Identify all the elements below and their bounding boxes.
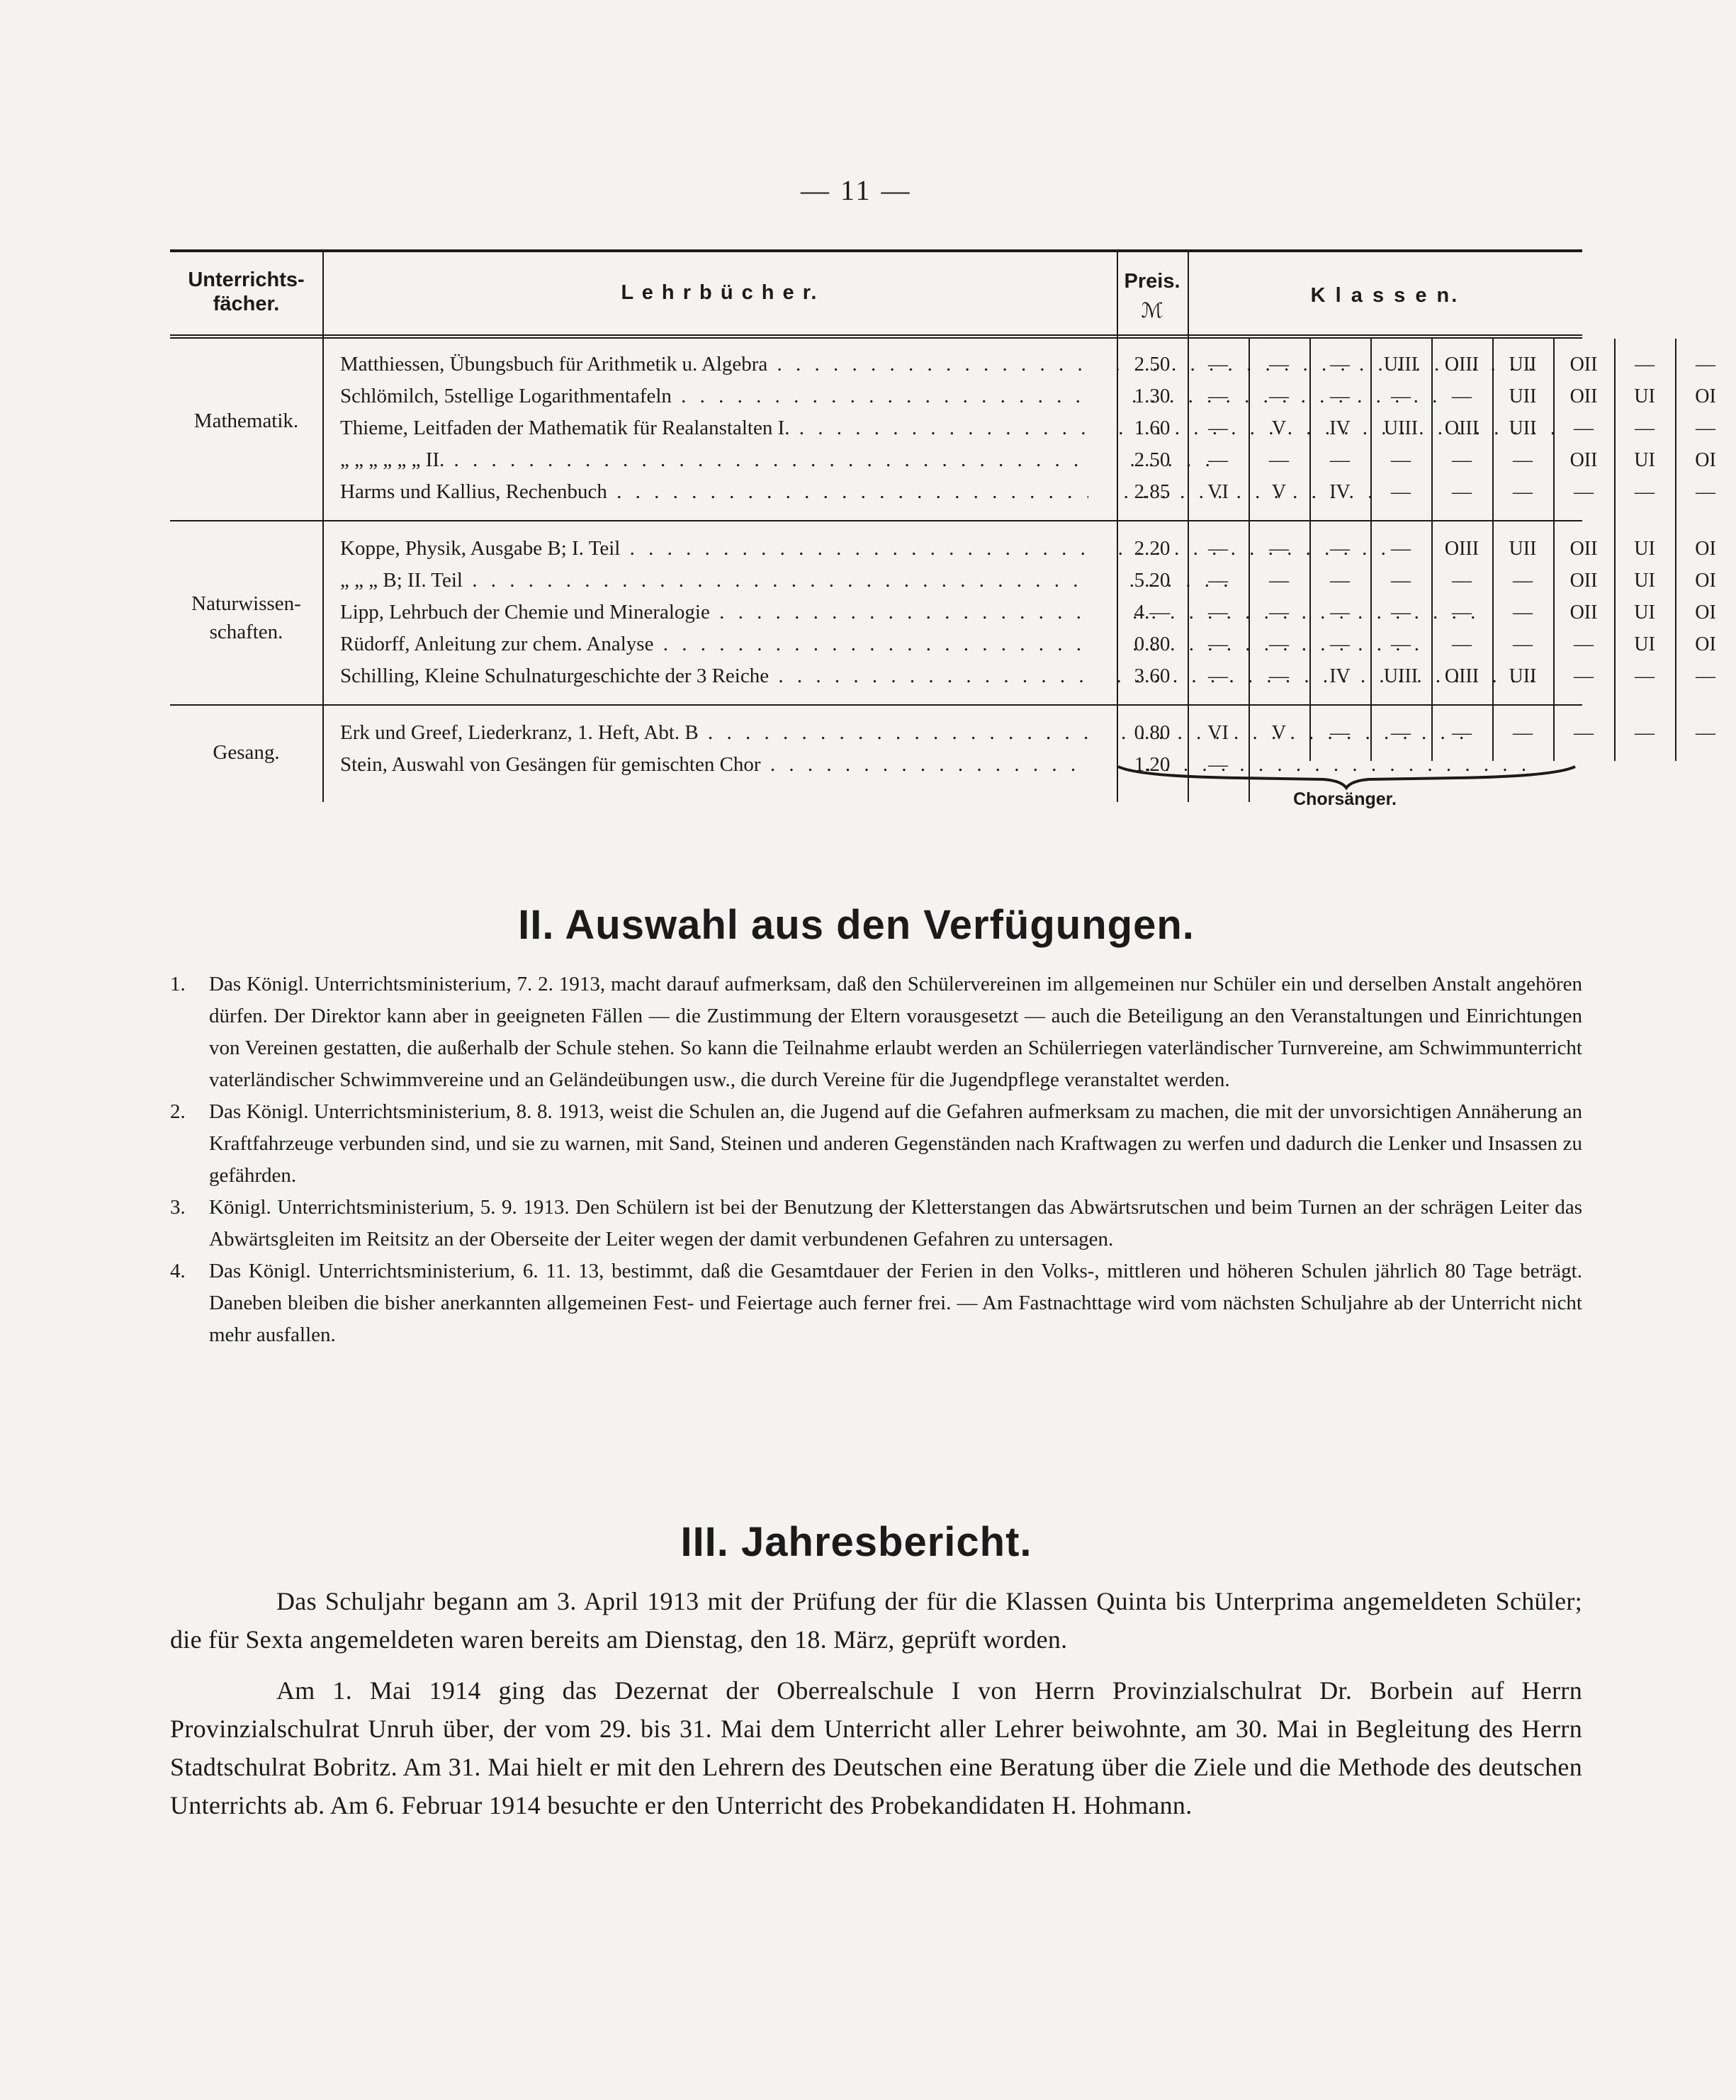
class-cell: UI <box>1634 633 1655 655</box>
class-cell: OII <box>1569 538 1598 560</box>
class-cell: — <box>1330 354 1350 376</box>
leader-mask <box>1088 412 1117 444</box>
class-cell: UIII <box>1383 665 1419 687</box>
book-title: Matthiessen, Übungsbuch für Arithmetik u. Algebra . . . <box>340 349 1091 380</box>
book-title: Erk und Greef, Liederkranz, 1. Heft, Abt. B . . . <box>340 717 1091 749</box>
class-cell: — <box>1635 722 1655 744</box>
class-cell: — <box>1391 633 1411 655</box>
class-cell: — <box>1391 481 1411 503</box>
report-paragraph-2: Am 1. Mai 1914 ging das Dezernat der Oberrealschule I von Herrn Provinzialschulrat Dr. Borbein auf Herrn Provinzialschulrat Unruh über, der vom 29. bis 31. Mai dem Unterricht aller Lehrer beiwohnte, am 30. Mai in Begleitung des Herrn Stadtschulrat Bobritz. Am 31. Mai hielt er mit den Lehrern des Deutschen eine Beratung über die Ziele und die Methode des deutschen Unterrichts ab. Am 6. Februar 1914 besuchte er den Unterricht des Probekandidaten H. Hohmann. <box>170 1676 1582 1819</box>
leader-mask <box>1088 628 1117 660</box>
book-price: 1.20 <box>1134 753 1171 776</box>
choir-note: Chorsänger. <box>1293 789 1397 809</box>
class-cell: OI <box>1695 385 1716 407</box>
class-cell: IV <box>1329 481 1351 503</box>
class-cell: — <box>1452 570 1472 592</box>
table-row <box>170 444 1716 476</box>
class-cell: OII <box>1569 602 1598 623</box>
class-cell: — <box>1452 385 1472 407</box>
book-price: 2.50 <box>1134 448 1171 471</box>
table-top-rule <box>170 249 1582 252</box>
decree-item <box>170 969 1582 1096</box>
class-cell: VI <box>1207 722 1229 744</box>
report-paragraph-1: Das Schuljahr begann am 3. April 1913 mit der Prüfung der für die Klassen Quinta bis Unterprima angemeldeten Schüler; die für Sexta angemeldeten waren bereits am Dienstag, den 18. März, geprüft worden. <box>170 1587 1582 1654</box>
book-title: „ „ „ „ „ „ II. . . . <box>340 444 1091 476</box>
leader-mask <box>1088 444 1117 476</box>
class-cell: UI <box>1634 602 1655 623</box>
book-title: Stein, Auswahl von Gesängen für gemischten Chor . . . <box>340 749 1091 781</box>
class-cell: — <box>1269 602 1289 623</box>
header-classes: K l a s s e n. <box>1310 284 1460 307</box>
class-cell: — <box>1696 722 1715 744</box>
book-price: 0.80 <box>1134 721 1171 744</box>
decree-number: 2. <box>170 1100 186 1123</box>
decree-item <box>170 1255 1582 1351</box>
class-cell: — <box>1574 417 1594 439</box>
class-cell: — <box>1269 538 1289 560</box>
class-cell: — <box>1574 481 1594 503</box>
decree-number: 3. <box>170 1196 186 1219</box>
class-cell: UII <box>1509 538 1537 560</box>
class-cell: — <box>1452 449 1472 471</box>
class-cell: — <box>1208 354 1228 376</box>
class-cell: — <box>1452 633 1472 655</box>
class-cell: — <box>1635 417 1655 439</box>
subject-gesang: Gesang. <box>213 741 280 764</box>
decree-item <box>170 1096 1582 1192</box>
book-price: 0.80 <box>1134 633 1171 655</box>
subject-mathematik: Mathematik. <box>193 410 299 432</box>
class-cell: — <box>1208 570 1228 592</box>
table-row <box>170 380 1716 412</box>
class-cell: UII <box>1509 354 1537 376</box>
class-cell: — <box>1391 538 1411 560</box>
decree-number: 1. <box>170 973 186 995</box>
class-cell: V <box>1271 722 1287 744</box>
class-cell: — <box>1208 754 1228 776</box>
class-cell: UIII <box>1383 417 1419 439</box>
class-cell: — <box>1391 570 1411 592</box>
page-number: — 11 — <box>801 174 912 206</box>
leader-mask <box>1088 476 1117 508</box>
class-cell: — <box>1391 602 1411 623</box>
book-price: 4.— <box>1134 601 1171 623</box>
book-title: Rüdorff, Anleitung zur chem. Analyse . . . <box>340 628 1091 660</box>
book-price: 1.30 <box>1134 385 1171 407</box>
class-cell: — <box>1574 633 1594 655</box>
class-cell: — <box>1208 385 1228 407</box>
table-row <box>170 533 1716 565</box>
class-cell: — <box>1452 602 1472 623</box>
class-cell: OII <box>1569 385 1598 407</box>
class-cell: — <box>1269 633 1289 655</box>
leader-mask <box>1088 533 1117 565</box>
decree-text: Königl. Unterrichtsministerium, 5. 9. 1913. Den Schülern ist bei der Benutzung der Kletterstangen das Abwärtsrutschen und beim Turnen an der schrägen Leiter das Abwärtsgleiten im Reitsitz an der Oberseite der Leiter wegen der damit verbundenen Gefahren zu untersagen. <box>209 1196 1582 1251</box>
class-cell: — <box>1635 354 1655 376</box>
class-cell: — <box>1696 481 1715 503</box>
leader-mask <box>1088 380 1117 412</box>
class-cell: OI <box>1695 602 1716 623</box>
class-cell: OIII <box>1444 417 1479 439</box>
class-cell: — <box>1635 481 1655 503</box>
header-subjects: Unterrichts-fächer. <box>188 269 305 315</box>
book-price: 2.85 <box>1134 480 1171 503</box>
class-cell: — <box>1513 722 1533 744</box>
decree-list <box>170 969 1582 1351</box>
class-cell: V <box>1271 481 1287 503</box>
class-cell: — <box>1208 633 1228 655</box>
class-cell: — <box>1513 570 1533 592</box>
class-cell: — <box>1635 665 1655 687</box>
class-cell: OI <box>1695 449 1716 471</box>
class-cell: UI <box>1634 538 1655 560</box>
class-cell: UI <box>1634 449 1655 471</box>
class-cell: — <box>1513 481 1533 503</box>
leader-mask <box>1088 717 1117 749</box>
book-title: Thieme, Leitfaden der Mathematik für Realanstalten I. . . . <box>340 412 1091 444</box>
class-cell: OI <box>1695 538 1716 560</box>
class-cell: — <box>1208 602 1228 623</box>
book-price: 2.50 <box>1134 353 1171 376</box>
class-cell: — <box>1574 665 1594 687</box>
leader-mask <box>1088 565 1117 597</box>
book-title: Schlömilch, 5stellige Logarithmentafeln . . . <box>340 380 1091 412</box>
class-cell: IV <box>1329 665 1351 687</box>
class-cell: — <box>1208 665 1228 687</box>
book-price: 1.60 <box>1134 417 1171 439</box>
class-cell: OII <box>1569 570 1598 592</box>
class-cell: — <box>1513 633 1533 655</box>
book-title: Lipp, Lehrbuch der Chemie und Mineralogie . . . <box>340 597 1091 628</box>
table-row <box>170 717 1715 749</box>
annual-report <box>170 1582 1582 1837</box>
class-cell: — <box>1330 722 1350 744</box>
class-cell: UII <box>1509 385 1537 407</box>
class-cell: OIII <box>1444 354 1479 376</box>
class-cell: — <box>1330 538 1350 560</box>
class-cell: OI <box>1695 570 1716 592</box>
class-cell: — <box>1696 354 1715 376</box>
class-cell: IV <box>1329 417 1351 439</box>
header-price: Preis. <box>1124 270 1180 293</box>
class-cell: — <box>1391 449 1411 471</box>
table-row <box>170 349 1715 380</box>
class-cell: — <box>1391 385 1411 407</box>
class-cell: UII <box>1509 417 1537 439</box>
decree-item <box>170 1192 1582 1255</box>
leader-mask <box>1088 660 1117 692</box>
book-price: 3.60 <box>1134 665 1171 687</box>
book-title: Harms und Kallius, Rechenbuch . . . <box>340 476 1091 508</box>
book-price: 2.20 <box>1134 537 1171 560</box>
class-cell: OIII <box>1444 538 1479 560</box>
class-cell: V <box>1271 417 1287 439</box>
section3-title: III. Jahresbericht. <box>680 1519 1032 1565</box>
book-title: Koppe, Physik, Ausgabe B; I. Teil . . . <box>340 533 1091 565</box>
class-cell: — <box>1696 417 1715 439</box>
table-row <box>170 565 1716 597</box>
table-row <box>170 628 1716 660</box>
book-title: „ „ „ B; II. Teil . . . <box>340 565 1091 597</box>
leader-mask <box>1088 349 1117 380</box>
subject-naturwissenschaften-text: Naturwissen- schaften. <box>191 592 301 643</box>
choir-brace <box>1111 761 1582 789</box>
class-cell: UI <box>1634 385 1655 407</box>
class-cell: UII <box>1509 665 1537 687</box>
class-cell: — <box>1696 665 1715 687</box>
class-cell: — <box>1208 417 1228 439</box>
class-cell: — <box>1330 385 1350 407</box>
class-cell: OI <box>1695 633 1716 655</box>
class-cell: — <box>1330 602 1350 623</box>
section2-title: II. Auswahl aus den Verfügungen. <box>518 902 1195 948</box>
class-cell: — <box>1269 449 1289 471</box>
class-cell: — <box>1208 449 1228 471</box>
class-cell: — <box>1330 570 1350 592</box>
class-cell: OII <box>1569 449 1598 471</box>
decree-number: 4. <box>170 1260 186 1282</box>
table-row <box>170 412 1715 444</box>
header-rule <box>170 334 1582 336</box>
table-row <box>170 660 1715 692</box>
class-cell: — <box>1269 385 1289 407</box>
class-cell: — <box>1269 570 1289 592</box>
book-title: Schilling, Kleine Schulnaturgeschichte der 3 Reiche . . . <box>340 660 1091 692</box>
class-cell: — <box>1330 449 1350 471</box>
decree-text: Das Königl. Unterrichtsministerium, 6. 11. 13, bestimmt, daß die Gesamtdauer der Ferien in den Volks-, mittleren und höheren Schulen jährlich 80 Tage beträgt. Daneben bleiben die bisher anerkannten allgemeinen Fest- und Feiertage auch ferner frei. — Am Fastnachttage wird vom nächsten Schuljahre ab der Unterricht nicht mehr ausfallen. <box>209 1260 1582 1346</box>
class-cell: UI <box>1634 570 1655 592</box>
class-cell: — <box>1452 481 1472 503</box>
class-cell: OII <box>1569 354 1598 376</box>
class-cell: — <box>1513 602 1533 623</box>
decree-text: Das Königl. Unterrichtsministerium, 7. 2. 1913, macht darauf aufmerksam, daß den Schülervereinen im allgemeinen nur Schüler ein und derselben Anstalt angehören dürfen. Der Direktor kann aber in geeigneten Fällen — die Zustimmung der Eltern vorausgesetzt — auch die Beteiligung an den Veranstaltungen und Einrichtungen von Vereinen gestatten, die außerhalb der Schule stehen. So kann die Teilnahme erlaubt werden an Schülerriegen vaterländischer Turnvereine, am Schwimmunterricht vaterländischer Schwimmvereine und an Geländeübungen usw., die durch Vereine für die Jugendpflege veranstaltet werden. <box>209 973 1582 1091</box>
class-cell: — <box>1452 722 1472 744</box>
class-cell: — <box>1330 633 1350 655</box>
class-cell: UIII <box>1383 354 1419 376</box>
class-cell: — <box>1574 722 1594 744</box>
class-cell: VI <box>1207 481 1229 503</box>
header-books: L e h r b ü c h e r. <box>621 281 818 304</box>
textbook-table <box>170 249 1716 809</box>
decree-text: Das Königl. Unterrichtsministerium, 8. 8. 1913, weist die Schulen an, die Jugend auf die Gefahren aufmerksam zu machen, die mit der unvorsichtigen Annäherung an Kraftfahrzeuge verbunden sind, und sie zu warnen, mit Sand, Steinen und anderen Gegenständen nach Kraftwagen zu werfen und dadurch die Lenker und Insassen zu gefährden. <box>209 1100 1582 1187</box>
class-cell: OIII <box>1444 665 1479 687</box>
class-cell: — <box>1269 354 1289 376</box>
leader-mask <box>1088 597 1117 628</box>
table-row <box>170 597 1716 628</box>
book-price: 5.20 <box>1134 569 1171 592</box>
currency-symbol: ℳ <box>1141 300 1163 322</box>
class-cell: — <box>1391 722 1411 744</box>
table-row <box>170 476 1715 508</box>
class-cell: — <box>1269 665 1289 687</box>
class-cell: — <box>1513 449 1533 471</box>
class-cell: — <box>1208 538 1228 560</box>
